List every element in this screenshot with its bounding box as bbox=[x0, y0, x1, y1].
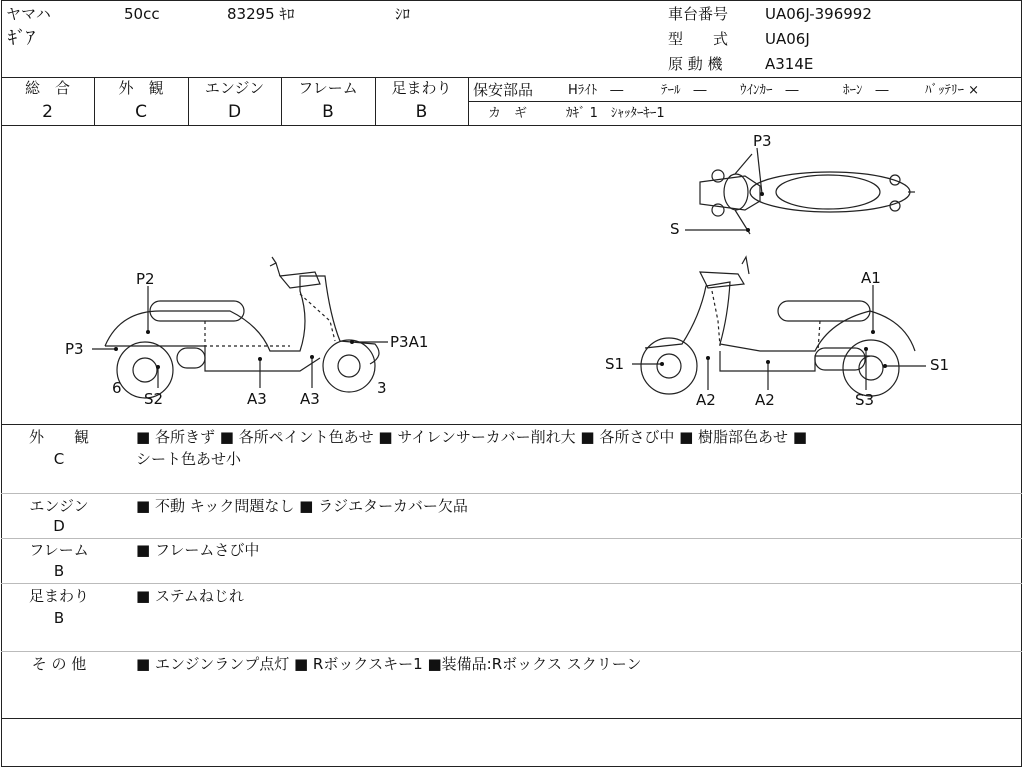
divider bbox=[468, 77, 469, 125]
key-value: ｶｷﾞ 1 ｼｬｯﾀｰｷｰ1 bbox=[566, 106, 665, 121]
grade-frame: B bbox=[322, 102, 334, 122]
label-a2-2: A2 bbox=[755, 391, 775, 409]
remark-exterior-text: ■ 各所きず ■ 各所ペイント色あせ ■ サイレンサーカバー削れ大 ■ 各所さび中 ■ 樹脂部色あせ ■ bbox=[136, 428, 807, 446]
remark-frame-label: フレーム bbox=[29, 541, 89, 559]
divider bbox=[1, 583, 1022, 584]
remark-suspension-text: ■ ステムねじれ bbox=[136, 587, 244, 605]
safety-headlight: Hﾗｲﾄ ― bbox=[568, 83, 624, 98]
body-color: ｼﾛ bbox=[395, 5, 411, 23]
divider bbox=[1, 493, 1022, 494]
frame-number-label: 車台番号 bbox=[668, 5, 729, 23]
model-name: ｷﾞｱ bbox=[8, 28, 35, 49]
remark-exterior-grade: C bbox=[53, 450, 65, 468]
safety-horn: ﾎｰﾝ ― bbox=[843, 83, 889, 98]
grade-engine: D bbox=[227, 102, 242, 122]
label-a2-1: A2 bbox=[696, 391, 716, 409]
label-a1: A1 bbox=[861, 269, 881, 287]
label-6: 6 bbox=[112, 379, 122, 397]
engine-model-label: 原 動 機 bbox=[668, 55, 723, 73]
key-label: カ ギ bbox=[488, 106, 528, 121]
label-s3: S3 bbox=[855, 391, 875, 409]
label-p3-left: P3 bbox=[65, 340, 84, 358]
divider bbox=[1, 651, 1022, 652]
safety-winker: ｳｲﾝｶｰ ― bbox=[740, 83, 799, 98]
remark-engine-grade: D bbox=[53, 517, 65, 535]
label-p3a1: P3A1 bbox=[390, 333, 429, 351]
label-s2: S2 bbox=[144, 390, 164, 408]
scooter-top-view bbox=[700, 154, 915, 234]
grade-overall-label: 総 合 bbox=[24, 79, 70, 97]
label-s1-left: S1 bbox=[605, 355, 625, 373]
safety-parts-label: 保安部品 bbox=[473, 81, 534, 99]
remark-frame-text: ■ フレームさび中 bbox=[136, 541, 260, 559]
remark-exterior-label: 外 観 bbox=[28, 428, 89, 446]
label-a3-1: A3 bbox=[247, 390, 267, 408]
type-label: 型 式 bbox=[668, 30, 729, 48]
frame-number: UA06J-396992 bbox=[765, 5, 872, 23]
divider bbox=[1, 538, 1022, 539]
grade-exterior-label: 外 観 bbox=[118, 79, 164, 97]
label-3: 3 bbox=[377, 379, 387, 397]
remark-suspension-grade: B bbox=[53, 609, 65, 627]
remark-other-label: そ の 他 bbox=[31, 655, 87, 673]
mileage: 83295 ｷﾛ bbox=[227, 5, 295, 23]
label-p2: P2 bbox=[136, 270, 155, 288]
displacement: 50cc bbox=[124, 5, 160, 23]
remark-engine-label: エンジン bbox=[29, 497, 89, 515]
divider bbox=[1, 77, 1022, 78]
engine-model: A314E bbox=[765, 55, 814, 73]
remark-other-text: ■ エンジンランプ点灯 ■ Rボックスキー1 ■装備品:Rボックス スクリーン bbox=[136, 655, 642, 673]
divider bbox=[1, 424, 1022, 425]
grade-exterior: C bbox=[135, 102, 147, 122]
grade-suspension-label: 足まわり bbox=[391, 79, 452, 97]
label-p3-top: P3 bbox=[753, 132, 772, 150]
label-s-top: S bbox=[670, 220, 680, 238]
grade-suspension: B bbox=[415, 102, 428, 122]
type-value: UA06J bbox=[765, 30, 810, 48]
label-s1-right: S1 bbox=[930, 356, 950, 374]
remark-engine-text: ■ 不動 キック問題なし ■ ラジエターカバー欠品 bbox=[136, 497, 468, 515]
divider bbox=[1, 718, 1022, 719]
damage-diagram bbox=[0, 126, 1024, 424]
safety-tail: ﾃｰﾙ ― bbox=[661, 83, 707, 98]
grade-engine-label: エンジン bbox=[204, 79, 265, 97]
remark-frame-grade: B bbox=[53, 562, 65, 580]
remark-exterior-text-2: シート色あせ小 bbox=[136, 450, 242, 468]
label-a3-2: A3 bbox=[300, 390, 320, 408]
safety-battery: ﾊﾞｯﾃﾘｰ × bbox=[925, 83, 980, 98]
divider bbox=[468, 101, 1022, 102]
grade-frame-label: フレーム bbox=[298, 79, 358, 97]
maker: ヤマハ bbox=[6, 5, 51, 23]
grade-overall: 2 bbox=[42, 102, 53, 122]
remark-suspension-label: 足まわり bbox=[28, 587, 89, 605]
